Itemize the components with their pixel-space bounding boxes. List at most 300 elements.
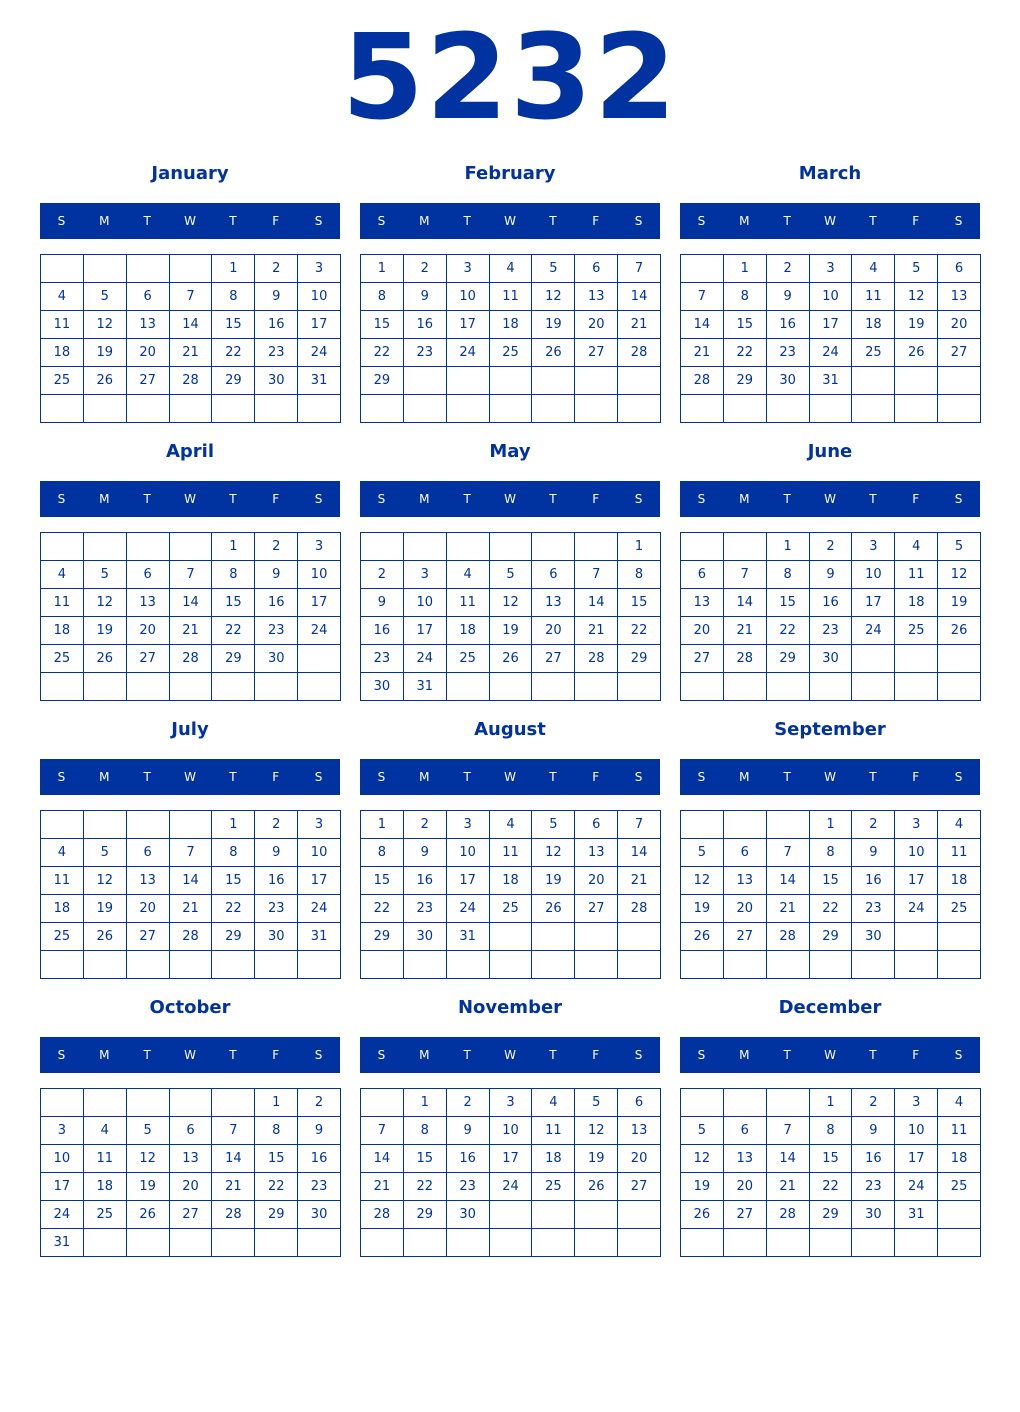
weekday-label: M xyxy=(739,1048,750,1062)
day-cell: 31 xyxy=(404,673,447,701)
empty-cell xyxy=(361,1229,404,1257)
weekday-label: T xyxy=(229,492,237,506)
weekday-label: M xyxy=(99,492,110,506)
empty-cell xyxy=(618,923,661,951)
empty-cell xyxy=(41,533,84,561)
weekday-label: F xyxy=(272,1048,280,1062)
day-cell: 19 xyxy=(681,1173,724,1201)
day-cell: 30 xyxy=(298,1201,341,1229)
empty-cell xyxy=(127,1089,170,1117)
empty-cell xyxy=(938,645,981,673)
empty-cell xyxy=(127,673,170,701)
day-cell: 27 xyxy=(724,923,767,951)
day-cell: 17 xyxy=(447,311,490,339)
day-cell: 15 xyxy=(404,1145,447,1173)
day-cell: 7 xyxy=(618,811,661,839)
empty-cell xyxy=(404,1229,447,1257)
empty-cell xyxy=(41,395,84,423)
empty-cell xyxy=(298,673,341,701)
day-cell: 24 xyxy=(895,895,938,923)
day-cell: 18 xyxy=(895,589,938,617)
day-grid xyxy=(40,1088,341,1257)
weekday-label: S xyxy=(57,770,66,784)
month-january xyxy=(40,156,340,426)
day-cell: 4 xyxy=(84,1117,127,1145)
day-cell: 28 xyxy=(170,367,213,395)
empty-cell xyxy=(490,673,533,701)
day-cell: 8 xyxy=(212,283,255,311)
empty-cell xyxy=(212,951,255,979)
day-cell: 3 xyxy=(810,255,853,283)
empty-cell xyxy=(447,951,490,979)
day-cell: 17 xyxy=(41,1173,84,1201)
month-name: April xyxy=(165,441,215,462)
empty-cell xyxy=(618,1229,661,1257)
day-cell: 8 xyxy=(212,561,255,589)
day-cell: 1 xyxy=(212,533,255,561)
day-cell: 30 xyxy=(361,673,404,701)
empty-cell xyxy=(810,395,853,423)
day-cell: 16 xyxy=(404,867,447,895)
day-cell: 9 xyxy=(447,1117,490,1145)
day-cell: 5 xyxy=(490,561,533,589)
day-cell: 29 xyxy=(361,923,404,951)
day-cell: 20 xyxy=(724,1173,767,1201)
day-cell: 12 xyxy=(490,589,533,617)
weekday-label: T xyxy=(869,1048,877,1062)
day-cell: 16 xyxy=(298,1145,341,1173)
day-cell: 17 xyxy=(852,589,895,617)
day-cell: 12 xyxy=(127,1145,170,1173)
empty-cell xyxy=(84,951,127,979)
day-cell: 1 xyxy=(618,533,661,561)
day-cell: 17 xyxy=(404,617,447,645)
day-cell: 28 xyxy=(681,367,724,395)
empty-cell xyxy=(41,673,84,701)
empty-cell xyxy=(575,367,618,395)
empty-cell xyxy=(724,533,767,561)
day-cell: 29 xyxy=(212,367,255,395)
empty-cell xyxy=(618,367,661,395)
weekday-label: W xyxy=(184,1048,196,1062)
day-cell: 30 xyxy=(404,923,447,951)
day-cell: 1 xyxy=(724,255,767,283)
day-cell: 17 xyxy=(895,867,938,895)
day-cell: 11 xyxy=(41,589,84,617)
day-cell: 27 xyxy=(532,645,575,673)
empty-cell xyxy=(490,367,533,395)
weekday-label: M xyxy=(419,492,430,506)
empty-cell xyxy=(852,645,895,673)
day-cell: 17 xyxy=(895,1145,938,1173)
day-cell: 13 xyxy=(127,311,170,339)
weekday-label: M xyxy=(419,1048,430,1062)
day-cell: 28 xyxy=(361,1201,404,1229)
empty-cell xyxy=(575,395,618,423)
day-cell: 1 xyxy=(810,811,853,839)
empty-cell xyxy=(84,673,127,701)
day-cell: 16 xyxy=(255,589,298,617)
day-cell: 12 xyxy=(84,867,127,895)
weekday-label: T xyxy=(869,770,877,784)
empty-cell xyxy=(212,395,255,423)
month-september xyxy=(680,712,980,982)
day-cell: 29 xyxy=(810,1201,853,1229)
weekday-header xyxy=(680,1037,980,1073)
day-grid xyxy=(680,254,981,423)
empty-cell xyxy=(895,923,938,951)
day-cell: 21 xyxy=(767,895,810,923)
day-cell: 3 xyxy=(447,255,490,283)
day-cell: 4 xyxy=(938,811,981,839)
day-cell: 10 xyxy=(490,1117,533,1145)
day-cell: 15 xyxy=(810,867,853,895)
day-cell: 23 xyxy=(255,339,298,367)
day-cell: 2 xyxy=(810,533,853,561)
empty-cell xyxy=(895,1229,938,1257)
day-cell: 10 xyxy=(895,1117,938,1145)
empty-cell xyxy=(681,1229,724,1257)
weekday-label: S xyxy=(634,770,643,784)
empty-cell xyxy=(490,395,533,423)
weekday-label: S xyxy=(314,1048,323,1062)
day-cell: 8 xyxy=(618,561,661,589)
day-cell: 10 xyxy=(447,283,490,311)
empty-cell xyxy=(852,395,895,423)
day-cell: 4 xyxy=(490,811,533,839)
weekday-label: S xyxy=(314,770,323,784)
day-cell: 31 xyxy=(895,1201,938,1229)
weekday-label: S xyxy=(954,770,963,784)
weekday-label: F xyxy=(912,1048,920,1062)
weekday-label: T xyxy=(549,492,557,506)
empty-cell xyxy=(298,395,341,423)
day-cell: 11 xyxy=(41,311,84,339)
empty-cell xyxy=(212,1089,255,1117)
empty-cell xyxy=(532,395,575,423)
day-cell: 10 xyxy=(298,283,341,311)
day-cell: 4 xyxy=(447,561,490,589)
day-cell: 20 xyxy=(575,311,618,339)
day-cell: 2 xyxy=(852,811,895,839)
day-cell: 16 xyxy=(447,1145,490,1173)
weekday-label: T xyxy=(143,214,151,228)
weekday-label: W xyxy=(504,492,516,506)
empty-cell xyxy=(575,1201,618,1229)
day-cell: 7 xyxy=(724,561,767,589)
empty-cell xyxy=(404,951,447,979)
weekday-label: M xyxy=(99,770,110,784)
weekday-header xyxy=(40,203,340,239)
day-cell: 28 xyxy=(170,645,213,673)
day-grid xyxy=(680,532,981,701)
empty-cell xyxy=(41,811,84,839)
day-cell: 1 xyxy=(404,1089,447,1117)
month-name: February xyxy=(464,163,556,184)
empty-cell xyxy=(618,1201,661,1229)
month-june xyxy=(680,434,980,704)
weekday-label: F xyxy=(592,492,600,506)
day-cell: 13 xyxy=(681,589,724,617)
day-cell: 22 xyxy=(212,617,255,645)
day-cell: 8 xyxy=(810,1117,853,1145)
day-cell: 2 xyxy=(404,811,447,839)
empty-cell xyxy=(532,951,575,979)
empty-cell xyxy=(170,255,213,283)
weekday-label: F xyxy=(912,770,920,784)
day-cell: 18 xyxy=(532,1145,575,1173)
day-cell: 19 xyxy=(938,589,981,617)
day-cell: 23 xyxy=(810,617,853,645)
day-cell: 5 xyxy=(532,811,575,839)
day-cell: 17 xyxy=(298,311,341,339)
day-cell: 23 xyxy=(404,895,447,923)
weekday-label: S xyxy=(634,1048,643,1062)
empty-cell xyxy=(84,255,127,283)
empty-cell xyxy=(575,673,618,701)
day-cell: 6 xyxy=(170,1117,213,1145)
day-cell: 24 xyxy=(447,339,490,367)
day-cell: 14 xyxy=(361,1145,404,1173)
day-cell: 19 xyxy=(490,617,533,645)
day-cell: 31 xyxy=(810,367,853,395)
weekday-header xyxy=(360,481,660,517)
day-cell: 14 xyxy=(170,589,213,617)
weekday-label: M xyxy=(739,770,750,784)
day-cell: 25 xyxy=(41,645,84,673)
day-cell: 23 xyxy=(255,617,298,645)
weekday-header xyxy=(360,759,660,795)
day-cell: 18 xyxy=(84,1173,127,1201)
day-cell: 3 xyxy=(895,811,938,839)
empty-cell xyxy=(170,1229,213,1257)
weekday-label: T xyxy=(549,214,557,228)
empty-cell xyxy=(895,645,938,673)
day-cell: 5 xyxy=(127,1117,170,1145)
weekday-label: S xyxy=(377,1048,386,1062)
empty-cell xyxy=(84,533,127,561)
weekday-label: M xyxy=(739,214,750,228)
day-cell: 1 xyxy=(255,1089,298,1117)
day-cell: 30 xyxy=(767,367,810,395)
empty-cell xyxy=(938,1229,981,1257)
day-cell: 22 xyxy=(618,617,661,645)
day-cell: 18 xyxy=(490,867,533,895)
weekday-label: W xyxy=(504,770,516,784)
day-cell: 26 xyxy=(575,1173,618,1201)
weekday-label: T xyxy=(143,770,151,784)
day-cell: 2 xyxy=(404,255,447,283)
empty-cell xyxy=(127,951,170,979)
day-cell: 15 xyxy=(212,589,255,617)
day-cell: 25 xyxy=(852,339,895,367)
day-cell: 8 xyxy=(724,283,767,311)
day-cell: 29 xyxy=(618,645,661,673)
empty-cell xyxy=(852,1229,895,1257)
day-cell: 11 xyxy=(938,1117,981,1145)
day-cell: 20 xyxy=(724,895,767,923)
day-cell: 12 xyxy=(575,1117,618,1145)
day-cell: 16 xyxy=(404,311,447,339)
day-cell: 26 xyxy=(681,1201,724,1229)
empty-cell xyxy=(938,673,981,701)
day-cell: 5 xyxy=(84,283,127,311)
day-cell: 19 xyxy=(681,895,724,923)
day-cell: 19 xyxy=(895,311,938,339)
day-cell: 8 xyxy=(361,839,404,867)
day-cell: 28 xyxy=(170,923,213,951)
day-cell: 26 xyxy=(127,1201,170,1229)
day-cell: 1 xyxy=(767,533,810,561)
empty-cell xyxy=(681,395,724,423)
day-cell: 31 xyxy=(447,923,490,951)
day-cell: 7 xyxy=(361,1117,404,1145)
empty-cell xyxy=(84,1089,127,1117)
day-cell: 21 xyxy=(724,617,767,645)
day-cell: 21 xyxy=(361,1173,404,1201)
empty-cell xyxy=(618,395,661,423)
empty-cell xyxy=(532,1229,575,1257)
weekday-label: S xyxy=(314,492,323,506)
day-cell: 14 xyxy=(767,1145,810,1173)
day-cell: 3 xyxy=(298,255,341,283)
empty-cell xyxy=(681,533,724,561)
empty-cell xyxy=(170,951,213,979)
empty-cell xyxy=(895,951,938,979)
day-cell: 17 xyxy=(298,589,341,617)
weekday-label: W xyxy=(184,214,196,228)
weekday-label: F xyxy=(592,1048,600,1062)
weekday-label: W xyxy=(824,1048,836,1062)
weekday-header xyxy=(360,203,660,239)
empty-cell xyxy=(447,1229,490,1257)
day-cell: 9 xyxy=(852,839,895,867)
month-april xyxy=(40,434,340,704)
day-cell: 1 xyxy=(361,811,404,839)
weekday-label: S xyxy=(377,214,386,228)
day-cell: 6 xyxy=(618,1089,661,1117)
day-cell: 25 xyxy=(938,895,981,923)
day-cell: 2 xyxy=(255,811,298,839)
day-cell: 26 xyxy=(84,367,127,395)
day-cell: 12 xyxy=(532,839,575,867)
empty-cell xyxy=(532,1201,575,1229)
day-cell: 6 xyxy=(938,255,981,283)
day-cell: 7 xyxy=(170,283,213,311)
day-cell: 15 xyxy=(255,1145,298,1173)
day-cell: 11 xyxy=(490,283,533,311)
day-cell: 21 xyxy=(618,311,661,339)
month-december xyxy=(680,990,980,1260)
day-cell: 13 xyxy=(938,283,981,311)
month-july xyxy=(40,712,340,982)
day-cell: 12 xyxy=(84,311,127,339)
day-cell: 6 xyxy=(127,283,170,311)
day-cell: 17 xyxy=(298,867,341,895)
day-cell: 10 xyxy=(810,283,853,311)
weekday-label: W xyxy=(824,214,836,228)
day-cell: 24 xyxy=(404,645,447,673)
day-cell: 29 xyxy=(212,645,255,673)
day-cell: 14 xyxy=(170,867,213,895)
empty-cell xyxy=(852,673,895,701)
day-cell: 13 xyxy=(724,1145,767,1173)
day-cell: 23 xyxy=(404,339,447,367)
day-cell: 17 xyxy=(447,867,490,895)
empty-cell xyxy=(361,395,404,423)
day-cell: 14 xyxy=(618,839,661,867)
day-cell: 30 xyxy=(852,923,895,951)
weekday-label: F xyxy=(592,214,600,228)
day-cell: 1 xyxy=(361,255,404,283)
empty-cell xyxy=(618,673,661,701)
day-cell: 24 xyxy=(298,339,341,367)
empty-cell xyxy=(895,673,938,701)
day-cell: 3 xyxy=(41,1117,84,1145)
day-cell: 10 xyxy=(447,839,490,867)
empty-cell xyxy=(255,951,298,979)
month-name: August xyxy=(474,719,546,740)
empty-cell xyxy=(938,951,981,979)
day-cell: 23 xyxy=(852,895,895,923)
day-cell: 30 xyxy=(810,645,853,673)
month-november xyxy=(360,990,660,1260)
day-cell: 26 xyxy=(532,339,575,367)
day-cell: 18 xyxy=(41,339,84,367)
day-cell: 29 xyxy=(361,367,404,395)
day-cell: 2 xyxy=(255,533,298,561)
day-cell: 4 xyxy=(895,533,938,561)
weekday-label: T xyxy=(463,214,471,228)
day-cell: 14 xyxy=(212,1145,255,1173)
day-grid xyxy=(360,254,661,423)
empty-cell xyxy=(41,1089,84,1117)
weekday-header xyxy=(40,481,340,517)
weekday-label: T xyxy=(463,770,471,784)
weekday-label: M xyxy=(419,770,430,784)
month-may xyxy=(360,434,660,704)
day-cell: 18 xyxy=(490,311,533,339)
empty-cell xyxy=(938,923,981,951)
weekday-label: T xyxy=(869,492,877,506)
day-cell: 26 xyxy=(490,645,533,673)
day-cell: 25 xyxy=(447,645,490,673)
day-cell: 5 xyxy=(938,533,981,561)
day-cell: 26 xyxy=(681,923,724,951)
empty-cell xyxy=(852,367,895,395)
day-cell: 25 xyxy=(938,1173,981,1201)
day-cell: 1 xyxy=(810,1089,853,1117)
day-cell: 12 xyxy=(681,867,724,895)
day-cell: 21 xyxy=(767,1173,810,1201)
day-cell: 22 xyxy=(810,1173,853,1201)
empty-cell xyxy=(255,673,298,701)
empty-cell xyxy=(895,367,938,395)
empty-cell xyxy=(810,1229,853,1257)
day-cell: 15 xyxy=(212,867,255,895)
weekday-label: F xyxy=(272,214,280,228)
empty-cell xyxy=(532,367,575,395)
day-cell: 31 xyxy=(298,367,341,395)
day-cell: 19 xyxy=(84,617,127,645)
weekday-label: T xyxy=(549,1048,557,1062)
day-cell: 2 xyxy=(767,255,810,283)
day-cell: 28 xyxy=(618,339,661,367)
day-cell: 4 xyxy=(938,1089,981,1117)
day-cell: 15 xyxy=(618,589,661,617)
empty-cell xyxy=(767,811,810,839)
day-cell: 13 xyxy=(127,867,170,895)
